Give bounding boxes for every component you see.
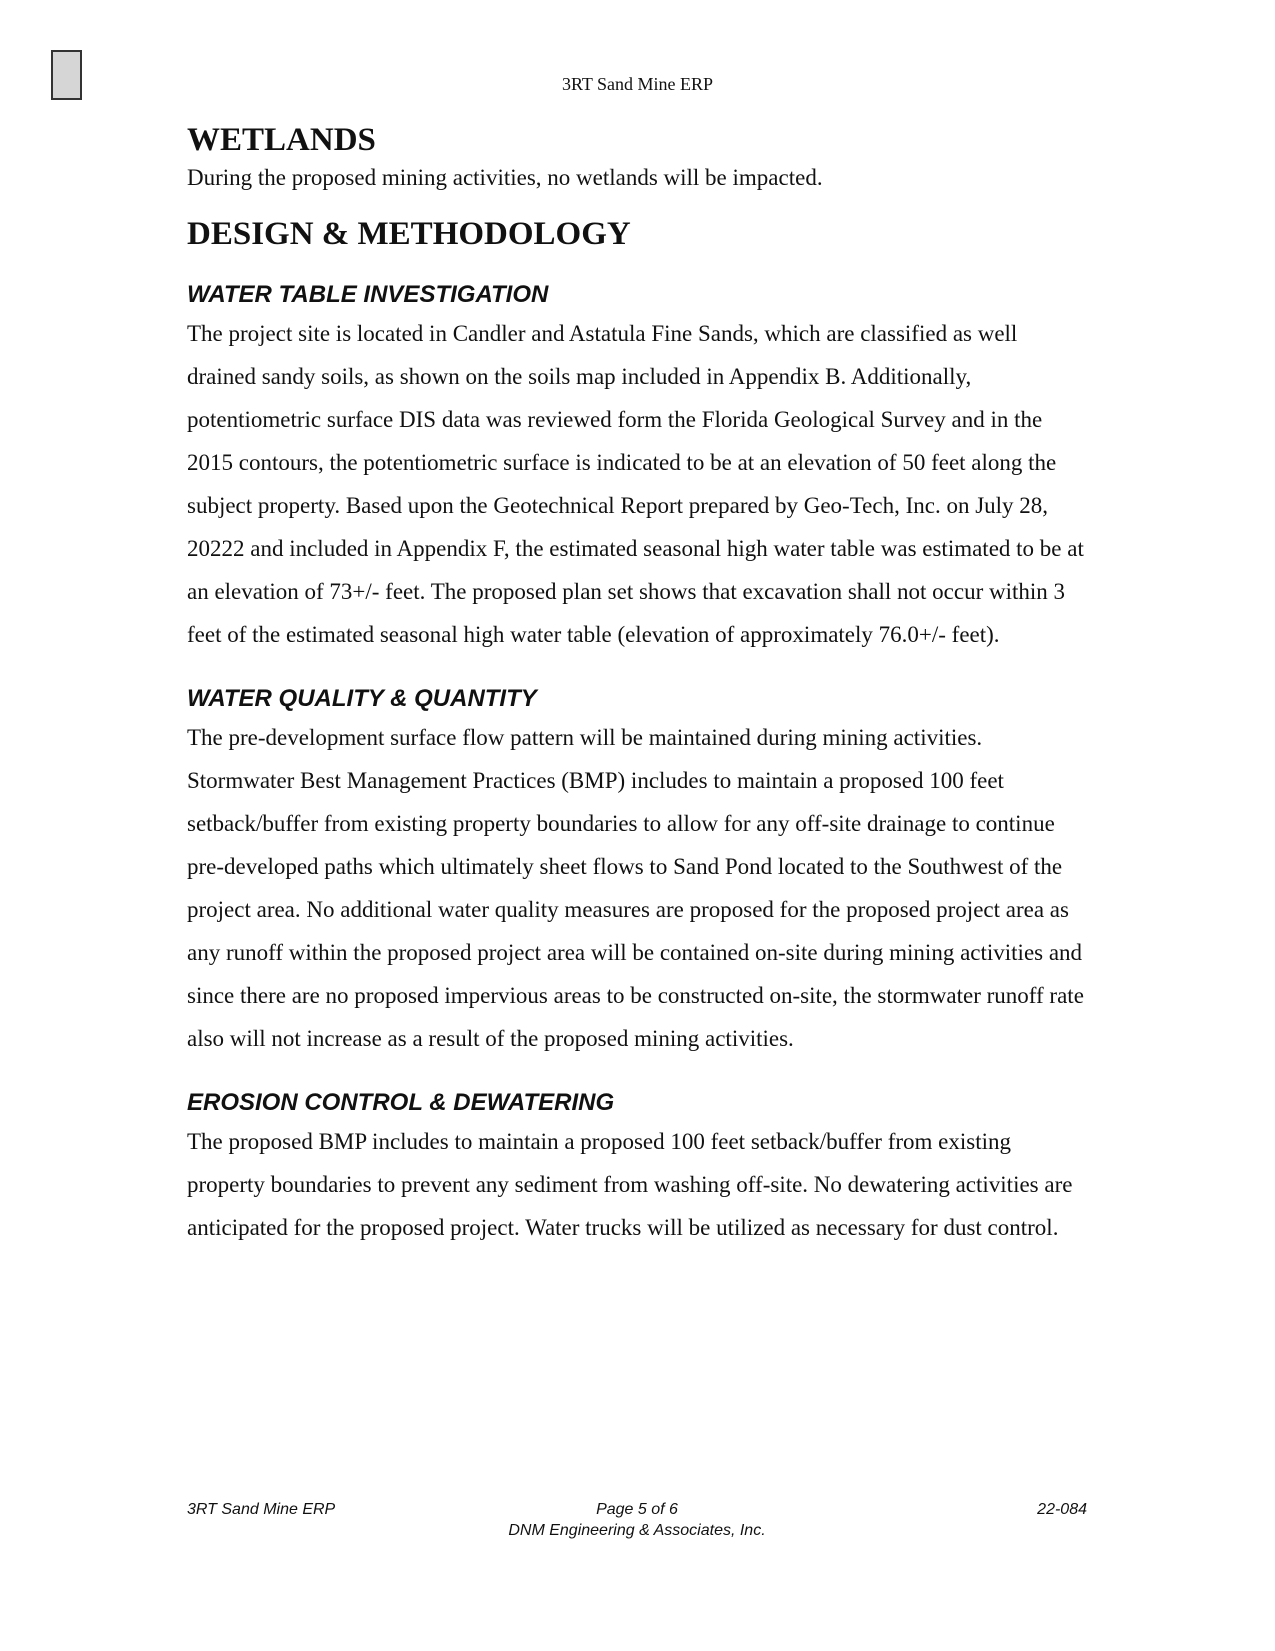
- page-footer: [187, 1501, 1087, 1541]
- wetlands-heading: WETLANDS: [187, 122, 376, 158]
- document-body: [187, 118, 1087, 1249]
- footer-company: DNM Engineering & Associates, Inc.: [508, 1522, 766, 1539]
- design-methodology-heading: DESIGN & METHODOLOGY: [187, 216, 631, 252]
- water-table-heading: WATER TABLE INVESTIGATION: [187, 281, 549, 308]
- erosion-control-heading: EROSION CONTROL & DEWATERING: [187, 1089, 615, 1116]
- erosion-control-paragraph: The proposed BMP includes to maintain a proposed 100 feet setback/buffer from existing property boundaries to prevent any sediment from washing off-site. No dewatering activities are anticipated for the proposed project. Water trucks will be utilized as necessary for dust control.: [187, 1129, 1073, 1240]
- footer-project-number: 22-084: [1037, 1501, 1087, 1518]
- footer-row: [187, 1501, 1087, 1521]
- water-quality-paragraph: The pre-development surface flow pattern will be maintained during mining activities. Stormwater Best Management Practices (BMP) includes to maintain a proposed 100 feet setback/buffer from existing property boundaries to allow for any off-site drainage to continue pre-developed paths which ultimately sheet flows to Sand Pond located to the Southwest of the project area. No additional water quality measures are proposed for the proposed project area as any runoff within the proposed project area will be contained on-site during mining activities and since there are no proposed impervious areas to be constructed on-site, the stormwater runoff rate also will not increase as a result of the proposed mining activities.: [187, 725, 1084, 1051]
- wetlands-paragraph: During the proposed mining activities, no wetlands will be impacted.: [187, 165, 823, 190]
- water-quality-heading: WATER QUALITY & QUANTITY: [187, 685, 537, 712]
- footer-document-title: 3RT Sand Mine ERP: [187, 1501, 336, 1518]
- running-header: 3RT Sand Mine ERP: [561, 74, 714, 94]
- water-table-paragraph: The project site is located in Candler and Astatula Fine Sands, which are classified as well drained sandy soils, as shown on the soils map included in Appendix B. Additionally, potentiometric surface DIS data was reviewed form the Florida Geological Survey and in the 2015 contours, the potentiometric surface is indicated to be at an elevation of 50 feet along the subject property. Based upon the Geotechnical Report prepared by Geo-Tech, Inc. on July 28, 20222 and included in Appendix F, the estimated seasonal high water table was estimated to be at an elevation of 73+/- feet. The proposed plan set shows that excavation shall not occur within 3 feet of the estimated seasonal high water table (elevation of approximately 76.0+/- feet).: [187, 321, 1084, 647]
- footer-page-number: Page 5 of 6: [596, 1501, 678, 1518]
